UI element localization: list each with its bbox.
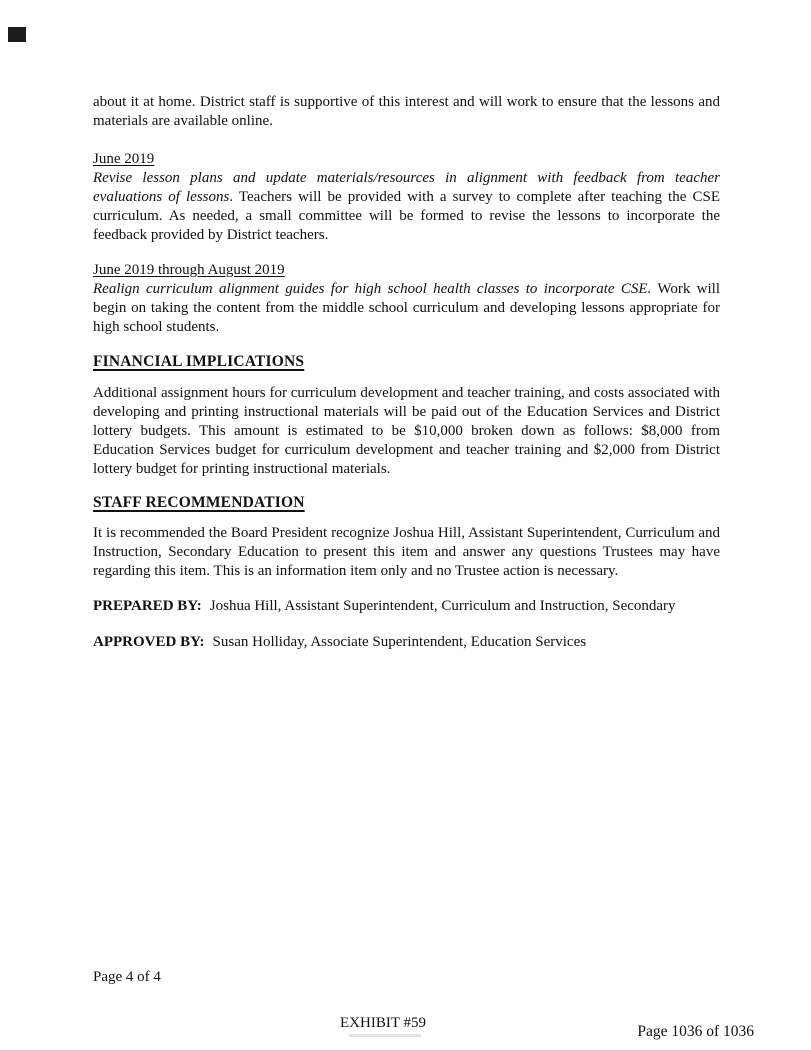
byline bbox=[93, 633, 720, 652]
paragraph-run: . Teachers will be provided with a survey to complete after teaching the CSE curriculum. As needed, a small committee will be formed to revise the lessons to incorporate the feedback provided by District teachers. bbox=[93, 189, 720, 243]
body-paragraph bbox=[93, 384, 720, 479]
paragraph-run: about it at home. District staff is supportive of this interest and will work to ensure that the lessons and materials are available online. bbox=[93, 94, 720, 129]
byline-text: Joshua Hill, Assistant Superintendent, Curriculum and Instruction, Secondary bbox=[209, 598, 676, 614]
paragraph-run: It is recommended the Board President recognize Joshua Hill, Assistant Superintendent, Curriculum and Instruction, Secondary Education to present this item and answer any questions Trustees may have regarding this item. This is an information item only and no Trustee action is necessary. bbox=[93, 525, 720, 579]
paragraph-run: Revise lesson plans and update materials/resources in alignment with feedback from teacher evaluations of lessons bbox=[93, 170, 720, 205]
document-body bbox=[93, 93, 720, 652]
byline-text: Susan Holliday, Associate Superintendent, Education Services bbox=[212, 634, 587, 650]
doc-page-number: Page 1036 of 1036 bbox=[637, 1023, 754, 1040]
scan-artifact-mark bbox=[8, 27, 26, 42]
body-paragraph bbox=[93, 524, 720, 581]
body-paragraph bbox=[93, 280, 720, 337]
footer-page-number: Page 4 of 4 bbox=[93, 969, 161, 985]
byline bbox=[93, 597, 720, 616]
paragraph-run: Realign curriculum alignment guides for high school health classes to incorporate CSE. bbox=[93, 281, 652, 297]
body-paragraph bbox=[93, 169, 720, 245]
section-subheading: June 2019 bbox=[93, 151, 155, 167]
exhibit-underline-smudge bbox=[349, 1034, 421, 1037]
section-heading: STAFF RECOMMENDATION bbox=[93, 494, 305, 511]
byline-label: APPROVED BY: bbox=[93, 634, 205, 650]
byline-label: PREPARED BY: bbox=[93, 598, 202, 614]
paragraph-run: Additional assignment hours for curriculum development and teacher training, and costs associated with developing and printing instructional materials will be paid out of the Education Services and District lottery budgets. This amount is estimated to be $10,000 broken down as follows: $8,000 from Education Services budget for curriculum development and teacher training and $2,000 from District lottery budget for printing instructional materials. bbox=[93, 385, 720, 477]
body-paragraph bbox=[93, 93, 720, 131]
section-heading: FINANCIAL IMPLICATIONS bbox=[93, 353, 305, 370]
paragraph-run: Work will begin on taking the content from the middle school curriculum and developing lessons appropriate for high school students. bbox=[93, 281, 721, 335]
section-subheading: June 2019 through August 2019 bbox=[93, 262, 285, 278]
exhibit-label: EXHIBIT #59 bbox=[340, 1015, 426, 1031]
